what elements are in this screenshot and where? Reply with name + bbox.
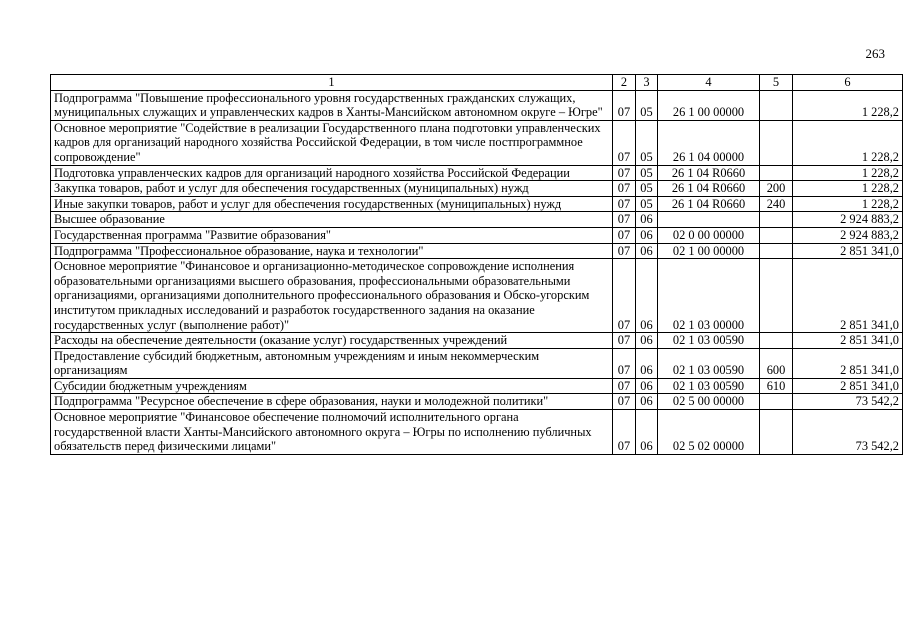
header-col-4: 4 <box>658 75 760 91</box>
table-row <box>51 333 903 349</box>
table-row <box>51 243 903 259</box>
row-target-article: 02 1 03 00590 <box>658 378 760 394</box>
row-amount: 2 851 341,0 <box>793 333 903 349</box>
row-amount: 1 228,2 <box>793 120 903 165</box>
row-name: Субсидии бюджетным учреждениям <box>51 378 613 394</box>
row-amount: 2 924 883,2 <box>793 212 903 228</box>
table-row <box>51 227 903 243</box>
row-target-article: 26 1 00 00000 <box>658 90 760 120</box>
row-subsection: 06 <box>636 410 658 455</box>
row-target-article: 26 1 04 R0660 <box>658 165 760 181</box>
table-row <box>51 259 903 333</box>
header-col-3: 3 <box>636 75 658 91</box>
row-amount: 2 924 883,2 <box>793 227 903 243</box>
table-row <box>51 90 903 120</box>
row-expense-type <box>760 120 793 165</box>
header-col-1: 1 <box>51 75 613 91</box>
row-target-article: 26 1 04 R0660 <box>658 196 760 212</box>
row-expense-type <box>760 227 793 243</box>
row-target-article: 02 0 00 00000 <box>658 227 760 243</box>
row-section: 07 <box>613 394 636 410</box>
row-expense-type <box>760 165 793 181</box>
row-name: Государственная программа "Развитие образования" <box>51 227 613 243</box>
row-expense-type <box>760 212 793 228</box>
row-subsection: 05 <box>636 120 658 165</box>
row-name: Основное мероприятие "Финансовое обеспечение полномочий исполнительного органа государственной власти Ханты-Мансийского автономного округа – Югры по исполнению публичных обязательств перед физическими лицами" <box>51 410 613 455</box>
row-name: Основное мероприятие "Содействие в реализации Государственного плана подготовки управленческих кадров для организаций народного хозяйства Российской Федерации, в том числе постпрограммное сопровождение" <box>51 120 613 165</box>
header-col-5: 5 <box>760 75 793 91</box>
row-amount: 2 851 341,0 <box>793 348 903 378</box>
row-expense-type <box>760 259 793 333</box>
row-subsection: 06 <box>636 227 658 243</box>
row-name: Иные закупки товаров, работ и услуг для обеспечения государственных (муниципальных) нужд <box>51 196 613 212</box>
row-target-article: 02 5 02 00000 <box>658 410 760 455</box>
row-target-article: 02 1 03 00000 <box>658 259 760 333</box>
row-target-article: 02 5 00 00000 <box>658 394 760 410</box>
row-target-article: 26 1 04 00000 <box>658 120 760 165</box>
row-target-article: 26 1 04 R0660 <box>658 181 760 197</box>
row-expense-type: 240 <box>760 196 793 212</box>
table-row <box>51 378 903 394</box>
row-subsection: 05 <box>636 181 658 197</box>
row-name: Подпрограмма "Профессиональное образование, наука и технологии" <box>51 243 613 259</box>
table-row <box>51 120 903 165</box>
row-expense-type <box>760 410 793 455</box>
row-amount: 2 851 341,0 <box>793 259 903 333</box>
row-section: 07 <box>613 165 636 181</box>
row-section: 07 <box>613 120 636 165</box>
page-number: 263 <box>865 46 885 61</box>
row-amount: 1 228,2 <box>793 165 903 181</box>
row-subsection: 06 <box>636 394 658 410</box>
header-col-6: 6 <box>793 75 903 91</box>
row-name: Основное мероприятие "Финансовое и организационно-методическое сопровождение исполнения образовательными организациями высшего образования, профессиональными образовательными организациями, организациями дополнительного профессионального образования и Обско-угорским институтом прикладных исследований и разработок государственного задания на оказание государственных услуг (выполнение работ)" <box>51 259 613 333</box>
row-target-article: 02 1 00 00000 <box>658 243 760 259</box>
row-section: 07 <box>613 196 636 212</box>
row-section: 07 <box>613 181 636 197</box>
row-subsection: 06 <box>636 243 658 259</box>
row-name: Подготовка управленческих кадров для организаций народного хозяйства Российской Федерации <box>51 165 613 181</box>
row-subsection: 06 <box>636 333 658 349</box>
table-row <box>51 165 903 181</box>
row-section: 07 <box>613 227 636 243</box>
table-row <box>51 181 903 197</box>
row-subsection: 05 <box>636 90 658 120</box>
row-expense-type <box>760 394 793 410</box>
header-col-2: 2 <box>613 75 636 91</box>
table-row <box>51 212 903 228</box>
table-row <box>51 394 903 410</box>
row-amount: 1 228,2 <box>793 196 903 212</box>
row-expense-type: 200 <box>760 181 793 197</box>
row-target-article <box>658 212 760 228</box>
header-row <box>51 75 903 91</box>
row-section: 07 <box>613 378 636 394</box>
row-expense-type <box>760 90 793 120</box>
row-amount: 1 228,2 <box>793 90 903 120</box>
row-name: Предоставление субсидий бюджетным, автономным учреждениям и иным некоммерческим организациям <box>51 348 613 378</box>
row-subsection: 05 <box>636 165 658 181</box>
row-subsection: 06 <box>636 348 658 378</box>
row-amount: 2 851 341,0 <box>793 243 903 259</box>
row-section: 07 <box>613 212 636 228</box>
table-row <box>51 410 903 455</box>
row-section: 07 <box>613 410 636 455</box>
row-amount: 2 851 341,0 <box>793 378 903 394</box>
row-name: Подпрограмма "Ресурсное обеспечение в сфере образования, науки и молодежной политики" <box>51 394 613 410</box>
row-expense-type <box>760 333 793 349</box>
table-row <box>51 196 903 212</box>
row-name: Расходы на обеспечение деятельности (оказание услуг) государственных учреждений <box>51 333 613 349</box>
row-name: Закупка товаров, работ и услуг для обеспечения государственных (муниципальных) нужд <box>51 181 613 197</box>
row-target-article: 02 1 03 00590 <box>658 333 760 349</box>
row-subsection: 06 <box>636 378 658 394</box>
row-name: Высшее образование <box>51 212 613 228</box>
row-section: 07 <box>613 243 636 259</box>
row-expense-type: 600 <box>760 348 793 378</box>
row-subsection: 06 <box>636 259 658 333</box>
row-amount: 73 542,2 <box>793 394 903 410</box>
row-subsection: 05 <box>636 196 658 212</box>
row-expense-type: 610 <box>760 378 793 394</box>
table-body <box>51 90 903 454</box>
row-section: 07 <box>613 348 636 378</box>
row-name: Подпрограмма "Повышение профессионального уровня государственных гражданских служащих, муниципальных служащих и управленческих кадров в Ханты-Мансийском автономном округе – Югре" <box>51 90 613 120</box>
row-amount: 1 228,2 <box>793 181 903 197</box>
row-subsection: 06 <box>636 212 658 228</box>
row-section: 07 <box>613 90 636 120</box>
budget-table <box>50 74 903 455</box>
row-section: 07 <box>613 333 636 349</box>
row-target-article: 02 1 03 00590 <box>658 348 760 378</box>
row-expense-type <box>760 243 793 259</box>
table-row <box>51 348 903 378</box>
row-amount: 73 542,2 <box>793 410 903 455</box>
row-section: 07 <box>613 259 636 333</box>
